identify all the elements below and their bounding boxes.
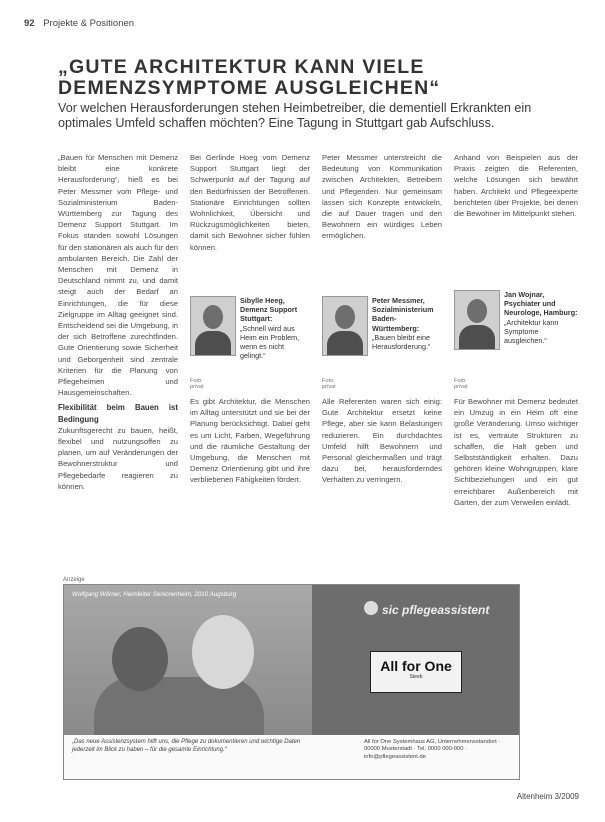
column-2-text: Bei Gerlinde Hoeg vom Demenz Support Stuttgart liegt der Schwerpunkt auf der Tagung auf den Bedürfnissen der Betroffenen. Stationäre Einrichtungen sollten Wohnlichkeit, Übersicht und Rückzugsmöglichkeiten bieten, damit sich Bewohner sicher fühlen können.	[190, 153, 310, 252]
quote-role: Demenz Support Stuttgart:	[240, 305, 298, 324]
quote-role: Sozialministerium Baden-Württemberg:	[372, 305, 434, 333]
ad-brand: sic pflegeassistent	[382, 603, 490, 617]
column-4-text-b: Für Bewohner mit Demenz bedeutet ein Umzug in ein Heim oft eine große Veränderung. Umso wichtiger ist es, vertraute Strukturen zu schaffen, die Halt geben und Selbstständigkeit erhalten. Dazu gehören kleine Wohngruppen, klare Sichtbeziehungen und ein gut erreichbarer Außenbereich mit Garten, der zum Verweilen einlädt.	[454, 397, 578, 507]
quote-name: Peter Messmer,	[372, 296, 425, 305]
column-1-text: „Bauen für Menschen mit Demenz bleibt eine konkrete Herausforderung“, hieß es bei Peter Messmer vom Pflege- und Sozialministerium Baden-Württemberg zur Tagung des Demenz Support Stuttgart. Im Fokus standen sowohl Lösungen für den stationären als auch für den ambulanten Bereich. Die Zahl der Menschen mit Demenz in Deutschland nimmt zu, und damit steigt auch der Bedarf an Einrichtungen, die für diese Zielgruppe im Alltag geeignet sind. Entscheidend sei die Umgebung, in der sich Betroffene zurechtfinden. Gute Orientierung sowie Sicherheit und Geborgenheit sind zentrale Kriterien für die Planung von Pflegeheimen und Hausgemeinschaften.	[58, 153, 178, 398]
quote-text: „Schnell wird aus Heim ein Problem, wenn es nicht gelingt.“	[240, 323, 300, 361]
photo-caption: Foto: privat	[190, 378, 204, 390]
column-3-text-b: Alle Referenten waren sich einig: Gute Architektur ersetzt keine Pflege, aber sie kann Belastungen reduzieren. Ein durchdachtes Umfeld hilft Bewohnern und Personal gleichermaßen und trägt dazu bei, herausforderndes Verhalten zu verringern.	[322, 397, 442, 485]
section-name: Projekte & Positionen	[43, 18, 135, 29]
text-column-2-top	[190, 152, 310, 289]
column-1-text-b: Zukunftsgerecht zu bauen, heißt, flexibel und nutzungsoffen zu planen, um auf Veränderungen der Bewohnerstruktur und Pflegebedarfe reagieren zu können.	[58, 425, 178, 491]
article-title: „GUTE ARCHITEKTUR KANN VIELE DEMENZSYMPTOME AUSGLEICHEN“	[58, 56, 441, 99]
company-logo-subtext: Steeb	[409, 674, 423, 680]
portrait-photo	[190, 296, 236, 356]
company-logo	[370, 651, 462, 693]
quote-name: Jan Wojnar, Psychiater und Neurologe, Hamburg:	[504, 290, 578, 318]
photo-caption: Foto: privat	[322, 378, 336, 390]
ad-contact: All for One Systemhaus AG, Unternehmensstandort · 00000 Musterstadt · Tel. 0000 000-000 · info@pflegeassistent.de	[364, 739, 501, 760]
company-logo-text: All for One	[380, 658, 452, 674]
quote-text: „Architektur kann Symptome ausgleichen.“	[504, 317, 559, 346]
ad-photo	[64, 585, 312, 735]
column-4-text: Anhand von Beispielen aus der Praxis zeigten die Referenten, welche Lösungen sich bewährt haben. Architekt und Pflegeexperte berichteten über Projekte, bei denen die Bewohner im Mittelpunkt stehen.	[454, 153, 578, 219]
page-footer: Altenheim 3/2009	[516, 792, 579, 801]
text-column-3-top	[322, 152, 442, 289]
subheading: Flexibilität beim Bauen ist Bedingung	[58, 403, 178, 424]
column-2-text-b: Es gibt Architektur, die Menschen im Alltag unterstützt und sie bei der Planung berücksichtigt. Dabei geht es um Licht, Farben, Wegeführung und die räumliche Gestaltung der Umgebung, die Menschen mit Demenz Orientierung gibt und ihre verbliebenen Fähigkeiten fördert.	[190, 397, 310, 485]
page-number: 92	[24, 18, 35, 29]
text-column-4-bottom	[454, 396, 578, 572]
ad-label: Anzeige	[63, 577, 85, 583]
advertisement[interactable]	[63, 584, 520, 780]
photo-caption: Foto: privat	[454, 378, 468, 390]
ad-testimonial: „Das neue Assistenzsystem hilft uns, die Pflege zu dokumentieren und wichtige Daten jederzeit im Blick zu haben – für die gesamte Einrichtung.“	[72, 739, 301, 753]
portrait-photo	[322, 296, 368, 356]
text-column-4-top	[454, 152, 578, 276]
ad-brand-panel	[312, 585, 519, 735]
portrait-photo	[454, 290, 500, 350]
text-column-2-bottom	[190, 396, 310, 572]
text-column-1	[58, 152, 178, 572]
article-lead: Vor welchen Herausforderungen stehen Heimbetreiber, die dementiell Erkrankten ein optimales Umfeld schaffen möchten? Eine Tagung in Stuttgart gab Aufschluss.	[58, 101, 532, 130]
page-header	[24, 18, 134, 29]
quote-name: Sibylle Heeg,	[240, 296, 285, 305]
column-3-text: Peter Messmer unterstreicht die Bedeutung von Kommunikation zwischen Architekten, Betreibern und Pflegenden. Nur gemeinsam lassen sich Konzepte entwickeln, die auf Dauer tragen und den Bewohnern ein würdiges Leben ermöglichen.	[322, 153, 442, 241]
ad-photo-caption: Wolfgang Wörner, Heimleiter Seniorenheim, 2010 Augsburg	[72, 591, 237, 598]
ad-footer	[64, 735, 519, 779]
text-column-3-bottom	[322, 396, 442, 572]
brand-logo-icon	[364, 601, 378, 615]
quote-text: „Bauen bleibt eine Herausforderung.“	[372, 332, 431, 352]
